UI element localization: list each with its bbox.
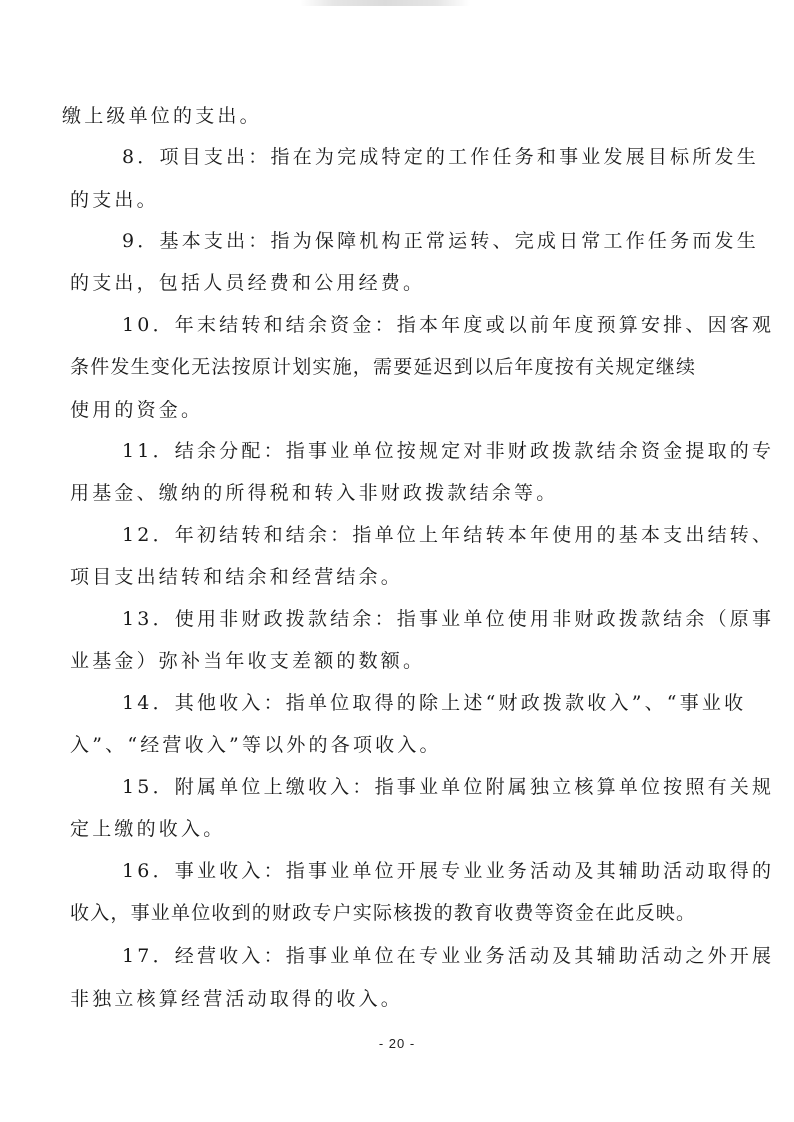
- text-line: 17．经营收入：指事业单位在专业业务活动及其辅助活动之外开展: [122, 945, 775, 967]
- text-line: 使用的资金。: [70, 399, 204, 421]
- text-line: 缴上级单位的支出。: [62, 105, 262, 127]
- text-line: 10．年末结转和结余资金：指本年度或以前年度预算安排、因客观: [122, 314, 775, 336]
- text-line: 项目支出结转和结余和经营结余。: [70, 566, 404, 588]
- text-line: 定上缴的收入。: [70, 818, 226, 840]
- text-line: 的支出，包括人员经费和公用经费。: [70, 272, 426, 294]
- text-line: 的支出。: [70, 189, 159, 211]
- text-line: 用基金、缴纳的所得税和转入非财政拨款结余等。: [70, 482, 559, 504]
- text-line: 13．使用非财政拨款结余：指事业单位使用非财政拨款结余（原事: [122, 608, 775, 630]
- text-line: 8．项目支出：指在为完成特定的工作任务和事业发展目标所发生: [122, 146, 759, 168]
- text-line: 业基金）弥补当年收支差额的数额。: [70, 650, 426, 672]
- text-line: 15．附属单位上缴收入：指事业单位附属独立核算单位按照有关规: [122, 776, 775, 798]
- page-number: - 20 -: [378, 1036, 416, 1051]
- text-line: 非独立核算经营活动取得的收入。: [70, 988, 404, 1010]
- text-line: 条件发生变化无法按原计划实施，需要延迟到以后年度按有关规定继续: [70, 356, 697, 378]
- scan-artifact: [300, 0, 470, 6]
- text-line: 16．事业收入：指事业单位开展专业业务活动及其辅助活动取得的: [122, 860, 775, 882]
- text-line: 入”、“经营收入”等以外的各项收入。: [70, 734, 442, 756]
- text-line: 收入，事业单位收到的财政专户实际核拨的教育收费等资金在此反映。: [70, 902, 697, 924]
- text-line: 12．年初结转和结余：指单位上年结转本年使用的基本支出结转、: [122, 524, 775, 546]
- text-line: 14．其他收入：指单位取得的除上述“财政拨款收入”、“事业收: [122, 692, 747, 714]
- text-line: 9．基本支出：指为保障机构正常运转、完成日常工作任务而发生: [122, 230, 759, 252]
- text-line: 11．结余分配：指事业单位按规定对非财政拨款结余资金提取的专: [122, 440, 775, 462]
